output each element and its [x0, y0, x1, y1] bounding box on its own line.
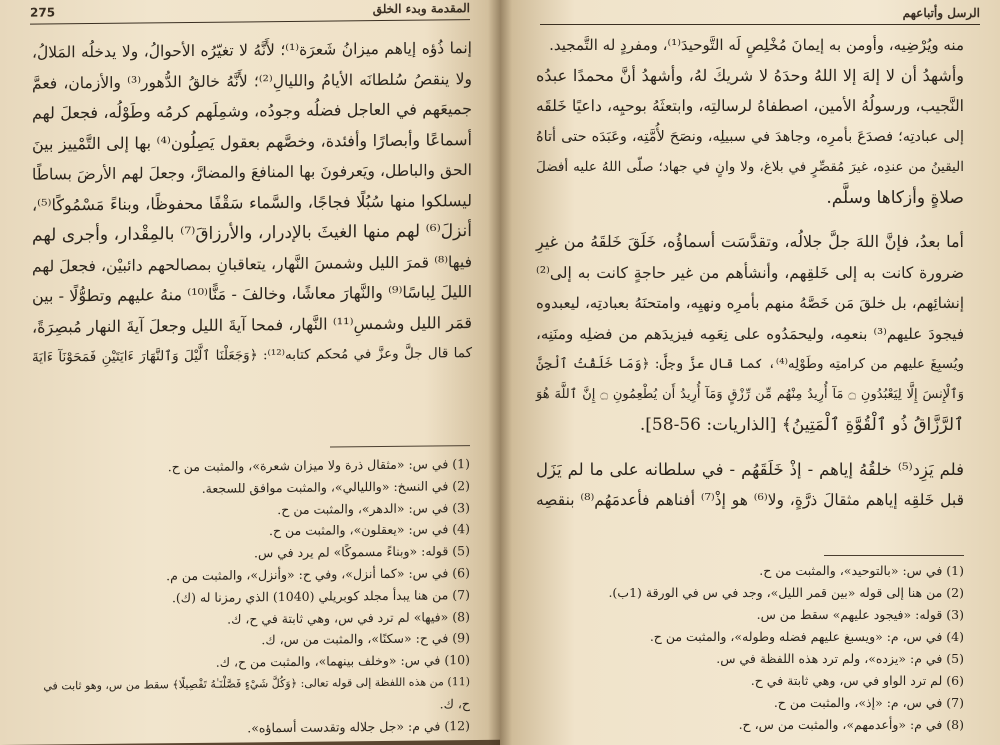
text-line: فلم يَزِد⁽⁵⁾ خلقُهُ إياهم - إذْ خَلَقَهُم - في سلطانه على ما لم يَزَل	[536, 459, 964, 479]
right-footnotes	[560, 560, 964, 736]
text-line: قمَر الليل وشمسِ⁽¹¹⁾ النَّهار، فمحا آيةَ الليل وجعلَ آيةَ النهار مُبصِرَةً،	[32, 312, 472, 337]
footnote: (6) لم ترد الواو في س، وهي ثابتة في ح.	[750, 673, 964, 688]
footnote: (11) من هذه اللفظة إلى قوله تعالى: ﴿وَكُلَّ شَيْءٍ فَصَّلْنَـٰهُ تَفْصِيلًا﴾ سقط من س، وهو ثابت في	[43, 675, 470, 693]
text-line: إنشائِهم، بل خلقَ مَن خَصَّهُ منهم بأمرِه ونهيِه، وامتحنَهُ بعبادتِه، ليعبدوه	[536, 294, 964, 312]
text-line: فيها⁽⁸⁾ قمرَ الليل وشمسَ النَّهار، يتعاقبانِ بمصالحهم دائبيْن، فجعلَ لهم	[32, 252, 472, 276]
footnote: (4) في س، م: «ويسبغ عليهم فضله وطوله»، والمثبت من ح.	[649, 629, 964, 644]
left-header-title: المقدمة وبدء الخلق	[372, 1, 470, 17]
text-line: الحق والباطل، ويَعرفونَ بها المنافعَ والمضارَّ، وجعلَ لهم الأرضَ بساطًا	[32, 161, 472, 184]
footnote: (8) «فيها» لم ترد في س، وهي ثابتة في ح، ك.	[227, 608, 470, 627]
text-line: ضرورة كانت به إلى خَلقِهم، وأنشأهم من غير حاجةٍ كانت به إلى⁽²⁾	[536, 263, 964, 282]
left-body-text	[32, 33, 472, 373]
footnote: (12) في م: «جل جلاله وتقدست أسماؤه».	[247, 717, 470, 735]
footnote: (7) في س، م: «إذ»، والمثبت من ح.	[773, 695, 964, 710]
footnote: (3) قوله: «فيجود عليهم» سقط من س.	[756, 607, 964, 622]
text-line: النَّجيب، ورسولُهُ الأمين، اصطفاهُ لرسالتِه، وابتعثَهُ بوحيِه، داعيًا خَلقَه	[536, 97, 964, 115]
footnote: (6) في س: «كما أنزل»، وفي ح: «وأنزل»، والمثبت من م.	[166, 565, 470, 584]
footnote: (2) في النسخ: «والليالي»، والمثبت موافق للسجعة.	[201, 477, 470, 496]
text-line: أسماعًا وأبصارًا وأفئدة، وخصَّهم بعقول يَصِلُون⁽⁴⁾ بها إلى التَّمْييز بينَ	[32, 129, 472, 154]
footnote: (1) في س: «مثقال ذرة ولا ميزان شعرة»، والمثبت من ح.	[167, 456, 470, 475]
left-footnotes	[30, 453, 470, 741]
footnote: (9) في ح: «سكنًا»، والمثبت من س، ك.	[261, 630, 470, 648]
text-line: منه ويُرْضِيه، وأومن به إيمانَ مُخْلِصٍ لَه التَّوحيدَ⁽¹⁾، ومفردٍ له التَّمجيد.	[549, 36, 964, 54]
footnote: ح، ك.	[439, 695, 470, 712]
text-line: اليقينُ من عندِه، غيرَ مُقصِّرٍ في بلاغ، ولا وانٍ في جهاد؛ صلّى اللهُ عليه أفضلَ	[536, 159, 964, 175]
text-line: صلاةٍ وأزكاها وسلَّم.	[826, 187, 964, 208]
text-line: كما قال جلَّ وعزَّ في مُحكم كتابه⁽¹²⁾: ﴿وَجَعَلْنَا ٱلَّيْلَ وَٱلنَّهَارَ ءَايَتَيْنِ فَمَحَوْنَآ ءَايَةَ	[32, 345, 472, 366]
footnote: (5) قوله: «وبناءً مسموكًا» لم يرد في س.	[254, 543, 470, 561]
text-line: ٱلرَّزَّاقُ ذُو ٱلْقُوَّةِ ٱلْمَتِينُ﴾ [الذاريات: 56-58].	[639, 415, 964, 435]
text-line: جميعَهم في العاجل فضلُه وجودُه، وشمِلَهم كرمُه وطَوْلُه، فجعلَ لهم	[32, 99, 472, 123]
text-line: إنما ذُؤه إياهم ميزانُ شَعرَة⁽¹⁾؛ لأَنَّهُ لا تغيّرُه الأحوالُ، ولا يدخلُه المَلالُ،	[32, 39, 472, 62]
footnote: (10) في س: «وخلف بينهما»، والمثبت من ح، ك.	[215, 652, 470, 670]
footnote: (8) في م: «وأعدمهم»، والمثبت من س، ح.	[738, 717, 964, 732]
text-line: الليلَ لِباسًا⁽⁹⁾ والنَّهارَ معاشًا، وخالفَ - مَنًّا⁽¹⁰⁾ منهُ عليهم وتطوُّلًا - بين	[32, 282, 473, 306]
footnote: (1) في س: «بالتوحيد»، والمثبت من ح.	[759, 563, 964, 578]
left-running-head	[30, 0, 470, 25]
footnote-separator	[824, 555, 964, 556]
footnote: (5) في م: «يزده»، ولم ترد هذه اللفظة في س.	[716, 651, 964, 666]
footnote: (2) من هنا إلى قوله «بين قمر الليل»، وجد في س في الورقة (1ب).	[608, 585, 964, 600]
footnote: (3) في س: «الدهر»، والمثبت من ح.	[277, 499, 470, 517]
right-page	[500, 0, 1000, 745]
right-body-text	[536, 30, 964, 516]
footnote: (7) من هنا يبدأ مجلد كوبريلي (1040) الذي رمزنا له (ك).	[171, 586, 470, 605]
text-line: وَٱلْإِنسَ إِلَّا لِيَعْبُدُونِ ۝ مَآ أُرِيدُ مِنْهُم مِّن رِّزْقٍ وَمَآ أُرِيدُ أَن يُطْعِمُونِ ۝ إِنَّ ٱللَّهَ هُوَ	[536, 386, 965, 402]
footnote-separator	[330, 445, 470, 447]
text-line: أنزلَ⁽⁶⁾ لهم منها الغيثَ بالإدرار، والأرزاقَ⁽⁷⁾ بالمِقْدار، وأجرى لهم	[32, 221, 472, 246]
right-running-head	[540, 2, 980, 25]
text-line: فيجودَ عليهم⁽³⁾ بنعمِه، وليحمَدُوه على نِعَمِه فيزيدَهم من فضلِه ومنَنِه،	[536, 324, 964, 343]
text-line: ليسلكوا منها سُبُلًا فجاجًا، والسَّماء سَقْفًا محفوظًا، وبناءً مَسْمُوكًا⁽⁵⁾،	[32, 190, 472, 215]
right-header-title: الرسل وأتباعهم	[902, 6, 980, 20]
text-line: وأشهدُ أن لا إلهَ إلا اللهُ وحدَهُ لا شريكَ لهُ، وأشهدُ أنَّ محمدًا عبدُه	[536, 65, 964, 85]
text-line: ولا ينقصُ سُلطانَه الأيامُ والليالِ⁽²⁾؛ لأَنَّهُ خالقُ الدُّهور⁽³⁾ والأزمان، فعمَّ	[32, 69, 472, 93]
text-line: إلى عبادتِه؛ فصدَعَ بأمرِه، وجاهدَ في سبيلِه، ونصَحَ لأُمَّتِه، وعَبَدَه حتى أتاهُ	[536, 128, 964, 145]
page-number: 275	[30, 5, 56, 20]
footnote: (4) في س: «يعقلون»، والمثبت من ح.	[269, 521, 470, 539]
text-line: قبل خَلقِه إياهم مثقالَ ذرَّةٍ، ولا⁽⁶⁾ هو إذْ⁽⁷⁾ أفناهم فأعدمَهُم⁽⁸⁾ بنقصِه	[536, 491, 965, 509]
text-line: ويُسبِغَ عليهم من كرامتِه وطَوْلِه⁽⁴⁾، كما قال عزَّ وجلَّ: ﴿وَمَا خَلَقْتُ ٱلْجِنَّ	[536, 356, 964, 372]
text-line: أما بعدُ، فإنَّ اللهَ جلَّ جلالُه، وتقدَّسَت أسماؤُه، خَلَقَ خَلقَهُ من غيرِ	[536, 232, 964, 251]
